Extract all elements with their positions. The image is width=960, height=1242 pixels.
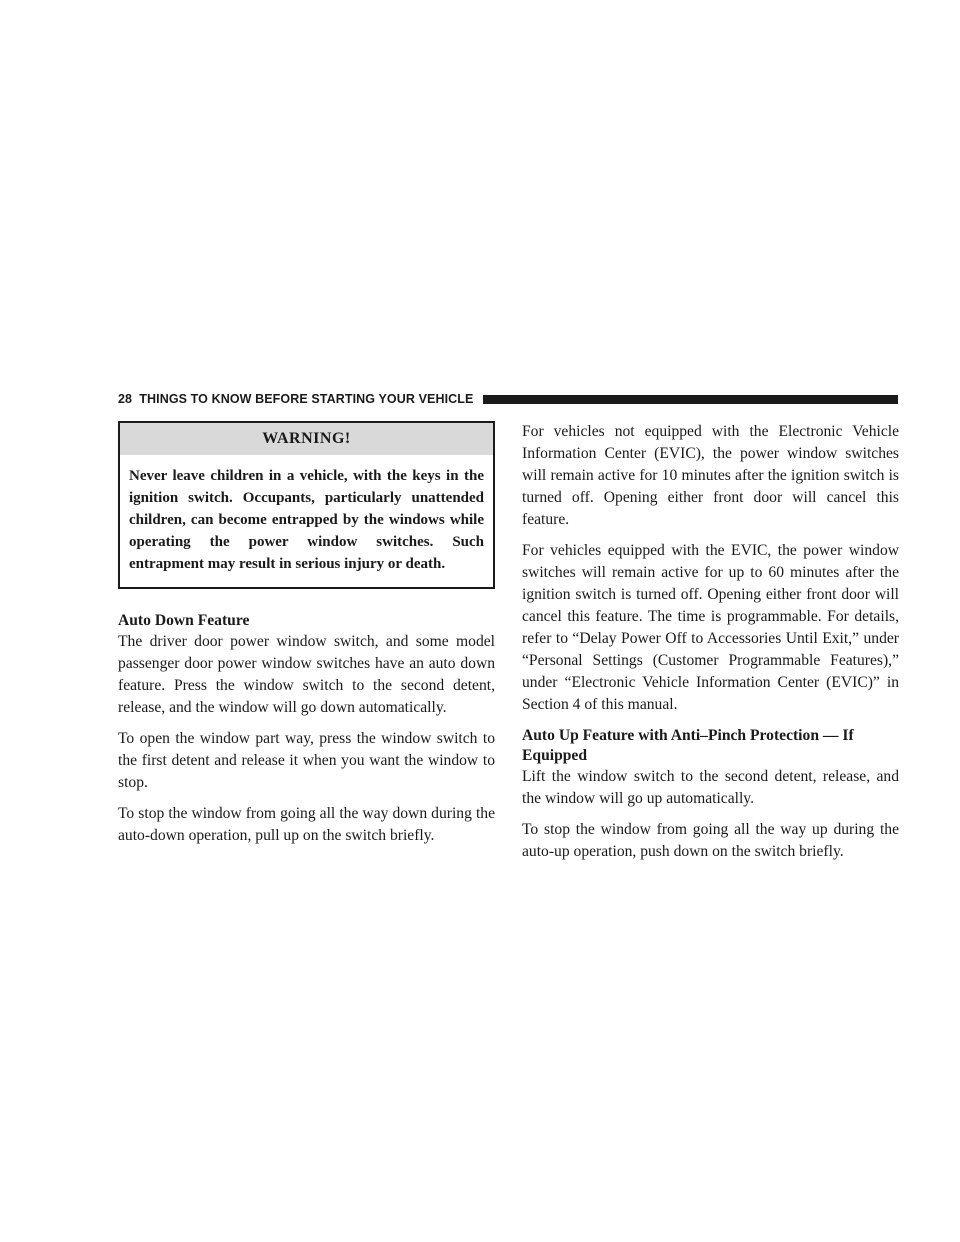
left-column	[118, 421, 495, 847]
no-evic-paragraph: For vehicles not equipped with the Electronic Vehicle Information Center (EVIC), the power window switches will remain active for 10 minutes after the ignition switch is turned off. Opening either front door will cancel this feature.	[522, 423, 899, 528]
warning-text: Never leave children in a vehicle, with the keys in the ignition switch. Occupants, particularly unattended children, can become entrapped by the windows while operating the power window switches. Such entrapment may result in serious injury or death.	[129, 468, 484, 572]
auto-down-heading: Auto Down Feature	[118, 612, 250, 629]
header-rule	[483, 395, 898, 404]
page-header-text	[118, 392, 473, 406]
right-column	[522, 421, 899, 863]
warning-title: WARNING!	[120, 423, 493, 455]
part-way-paragraph: To open the window part way, press the window switch to the first detent and release it when you want the window to stop.	[118, 730, 495, 791]
page-number: 28	[118, 392, 133, 406]
stop-down-paragraph: To stop the window from going all the way down during the auto-down operation, pull up on the switch briefly.	[118, 805, 495, 844]
stop-up-paragraph: To stop the window from going all the way up during the auto-up operation, push down on the switch briefly.	[522, 821, 899, 860]
auto-up-paragraph: Lift the window switch to the second detent, release, and the window will go up automatically.	[522, 768, 899, 807]
evic-paragraph: For vehicles equipped with the EVIC, the power window switches will remain active for up to 60 minutes after the ignition switch is turned off. Opening either front door will cancel this feature. The time is programmable. For details, refer to “Delay Power Off to Accessories Until Exit,” under “Personal Settings (Customer Programmable Features),” under “Electronic Vehicle Information Center (EVIC)” in Section 4 of this manual.	[522, 542, 899, 713]
auto-down-paragraph: The driver door power window switch, and some model passenger door power window switches have an auto down feature. Press the window switch to the second detent, release, and the window will go down automatically.	[118, 633, 495, 716]
warning-box	[118, 421, 495, 589]
page-header	[118, 390, 898, 408]
auto-up-heading: Auto Up Feature with Anti–Pinch Protection — If Equipped	[522, 727, 854, 764]
section-title: THINGS TO KNOW BEFORE STARTING YOUR VEHICLE	[139, 392, 474, 406]
